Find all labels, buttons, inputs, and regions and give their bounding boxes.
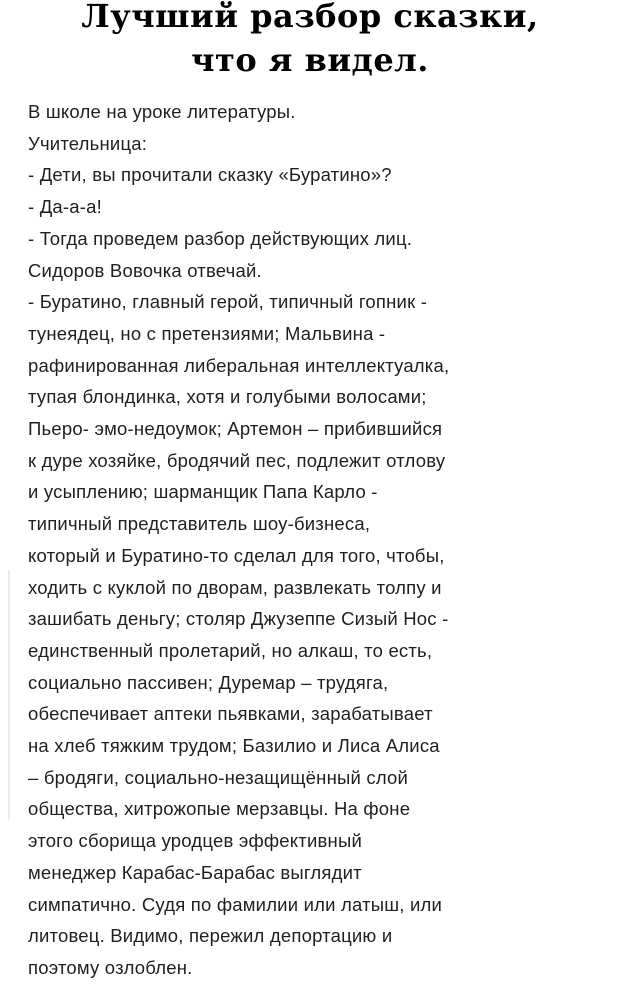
post-line: обеспечивает аптеки пьявками, зарабатывает bbox=[28, 703, 433, 725]
post-line: тунеядец, но с претензиями; Мальвина - bbox=[28, 322, 386, 344]
post-line: на хлеб тяжким трудом; Базилио и Лиса Алиса bbox=[28, 735, 440, 757]
post-line: симпатично. Судя по фамилии или латыш, или bbox=[28, 893, 443, 915]
post-line: типичный представитель шоу-бизнеса, bbox=[28, 513, 371, 535]
post-line: рафинированная либеральная интеллектуалка, bbox=[28, 354, 450, 376]
post-line: который и Буратино-то сделал для того, чтобы, bbox=[28, 544, 445, 566]
post-line: - Дети, вы прочитали сказку «Буратино»? bbox=[28, 164, 392, 186]
title-line-1: Лучший разбор сказки, bbox=[81, 0, 539, 35]
post-line: менеджер Карабас-Барабас выглядит bbox=[28, 861, 362, 883]
post-line: этого сборища уродцев эффективный bbox=[28, 830, 362, 852]
faint-edge-line bbox=[8, 570, 10, 820]
post-line: ходить с куклой по дворам, развлекать толпу и bbox=[28, 576, 442, 598]
post-line: - Буратино, главный герой, типичный гопник - bbox=[28, 291, 428, 313]
post-line: Сидоров Вовочка отвечай. bbox=[28, 259, 262, 281]
post-line: поэтому озлоблен. bbox=[28, 956, 193, 978]
post-line: социально пассивен; Дуремар – трудяга, bbox=[28, 671, 389, 693]
post-line: - Тогда проведем разбор действующих лиц. bbox=[28, 227, 413, 249]
title-line-2: что я видел. bbox=[191, 41, 429, 79]
post-line: Пьеро- эмо-недоумок; Артемон – прибившийся bbox=[28, 418, 443, 440]
post-line: общества, хитрожопые мерзавцы. На фоне bbox=[28, 798, 411, 820]
post-text bbox=[28, 96, 608, 984]
post-line: Учительница: bbox=[28, 132, 148, 154]
post-line: зашибать деньгу; столяр Джузеппе Сизый Нос - bbox=[28, 608, 449, 630]
post-line: и усыплению; шарманщик Папа Карло - bbox=[28, 481, 378, 503]
post-line: литовец. Видимо, пережил депортацию и bbox=[28, 925, 393, 947]
post-line: В школе на уроке литературы. bbox=[28, 101, 296, 122]
meme-title bbox=[0, 0, 620, 82]
post-line: к дуре хозяйке, бродячий пес, подлежит отлову bbox=[28, 449, 446, 471]
post-line: - Да-а-а! bbox=[28, 196, 102, 218]
post-line: тупая блондинка, хотя и голубыми волосами; bbox=[28, 386, 427, 408]
post-line: единственный пролетарий, но алкаш, то есть, bbox=[28, 639, 433, 661]
post-line: – бродяги, социально-незащищённый слой bbox=[28, 766, 409, 788]
